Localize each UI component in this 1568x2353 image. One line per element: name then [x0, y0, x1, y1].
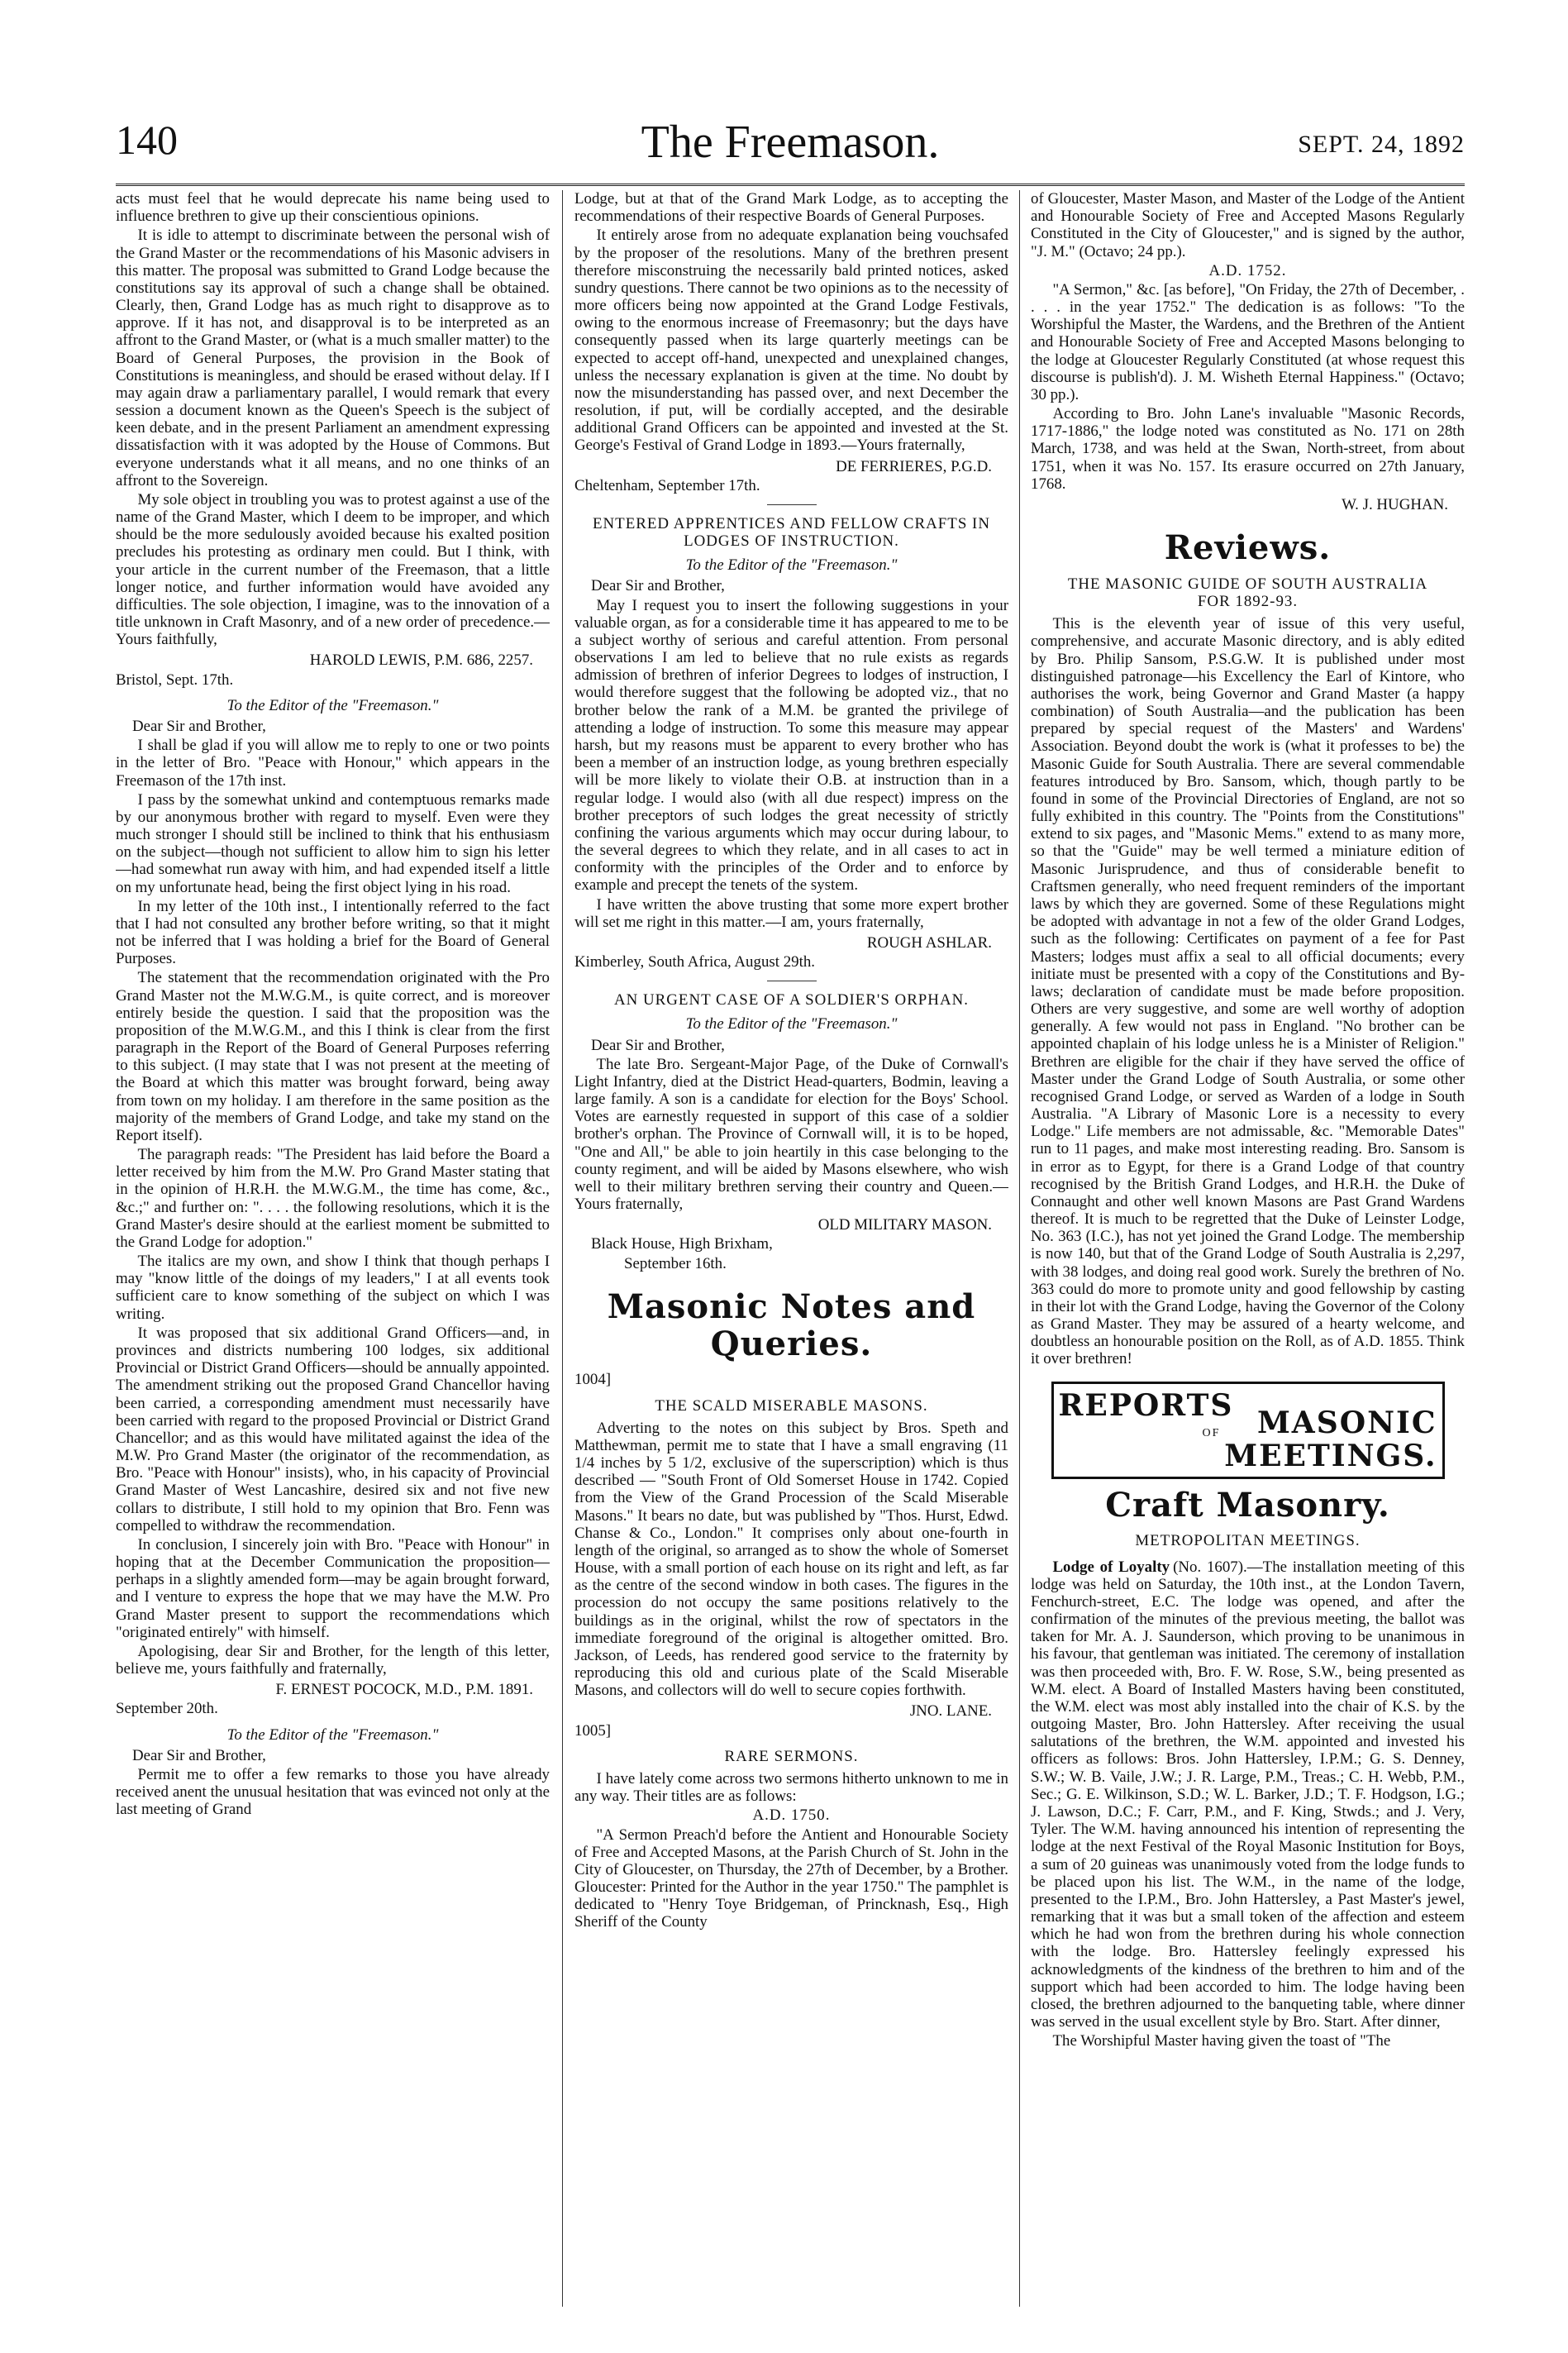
section-heading: Craft Masonry. — [1105, 1485, 1390, 1525]
review-title: FOR 1892-93. — [1197, 593, 1299, 611]
dateline: September 20th. — [116, 1700, 218, 1718]
signature: OLD MILITARY MASON. — [817, 1216, 992, 1234]
column-2 — [574, 190, 1008, 2323]
paragraph: acts must feel that he would deprecate his name being used to influence brethren to give up their conscientious opinions. — [116, 190, 550, 226]
year-line: A.D. 1752. — [1208, 261, 1287, 279]
paragraph: It is idle to attempt to discriminate between the personal wish of the Grand Master or the recommendations of his Masonic advisers in this matter. The proposal was submitted to Grand Lodge because the constitutions say its approval of such a change shall be obtained. Clearly, then, Grand Lodge has as much right to disapprove as to approve. If it has not, and disapproval is to be interpreted as an affront to the Grand Master, or (what is a much smaller matter) to the Board of General Purposes, the provision in the Book of Constitutions is meaningless, and should be erased without delay. If I may again draw a parliamentary parallel, I would remark that every session a document known as the Queen's Speech is the subject of keen debate, and in the present Parliament an amendment expressing dissatisfaction with it was adopted by the House of Commons. But everyone understands what it all means, and no one thinks of an affront to the Sovereign. — [116, 227, 550, 489]
letter-heading: ENTERED APPRENTICES AND FELLOW CRAFTS IN LODGES OF INSTRUCTION. — [593, 514, 990, 551]
salutation: Dear Sir and Brother, — [591, 1036, 725, 1054]
review-title: THE MASONIC GUIDE OF SOUTH AUSTRALIA — [1067, 575, 1428, 593]
paragraph: The paragraph reads: "The President has laid before the Board a letter received by him from the M.W. Pro Grand Master stating that in the opinion of H.R.H. the M.W.G.M., the time has come, &c., &c.;" and further on: ". . . . the following resolutions, which it is the Grand Master's desire should at the earliest moment be submitted to the Grand Lodge for adoption." — [116, 1146, 550, 1251]
paragraph: "A Sermon," &c. [as before], "On Friday, the 27th of December, . . . . in the year 1752." The dedication is as follows: "To the Worshipful the Master, the Wardens, and the Brethren of the Antient and Honourable Society of Free and Accepted Masons belonging to the lodge at Gloucester Regularly Constituted (at whose request this discourse is publish'd). J. M. Wisheth Eternal Happiness." (Octavo; 30 pp.). — [1031, 280, 1465, 403]
column-1 — [116, 190, 550, 2323]
section-heading: Reviews. — [1164, 528, 1332, 568]
section-heading: Masonic Notes and Queries. — [607, 1286, 976, 1363]
salutation: Dear Sir and Brother, — [132, 717, 266, 735]
editor-line: To the Editor of the "Freemason." — [685, 1015, 898, 1033]
query-title: THE SCALD MISERABLE MASONS. — [655, 1396, 928, 1415]
page-number: 140 — [116, 117, 178, 163]
signature: W. J. HUGHAN. — [1342, 495, 1448, 513]
query-number: 1005] — [574, 1721, 612, 1740]
editor-line: To the Editor of the "Freemason." — [685, 556, 898, 575]
issue-date: SEPT. 24, 1892 — [1298, 131, 1465, 158]
query-number: 1004] — [574, 1371, 612, 1389]
dateline: Black House, High Brixham, — [591, 1235, 773, 1253]
page-header — [116, 116, 1465, 182]
running-title: The Freemason. — [641, 117, 940, 168]
editor-line: To the Editor of the "Freemason." — [226, 696, 439, 714]
signature: HAROLD LEWIS, P.M. 686, 2257. — [309, 651, 533, 670]
paragraph: It was proposed that six additional Grand Officers—and, in provinces and districts numbering 100 lodges, six additional Provincial or District Grand Officers—should be annually appointed. The amendment striking out the proposed Grand Chancellor having been carried, a corresponding amendment must necessarily have been carried with regard to the proposed Provincial or District Grand Chancellor; and as this would have militated against the idea of the M.W. Pro Grand Master (the originator of the recommendation, as Bro. "Peace with Honour" insists), who, in his capacity of Provincial Grand Master of West Lancashire, desired six and not five new collars to distribute, I still hold to my opinion that Bro. Fenn was compelled to withdraw the recommendation. — [116, 1324, 550, 1534]
paragraph: In conclusion, I sincerely join with Bro. "Peace with Honour" in hoping that at the December Communication the proposition—perhaps in a slightly amended form—may be again brought forward, and I venture to express the hope that we may have the M.W. Pro Grand Master present to support the recommendations which "originated entirely" with himself. — [116, 1535, 550, 1641]
header-rule — [116, 184, 1465, 186]
paragraph: of Gloucester, Master Mason, and Master of the Lodge of the Antient and Honourable Society of Free and Accepted Masons Regularly Constituted in the City of Gloucester," and is signed by the author, "J. M." (Octavo; 24 pp.). — [1031, 190, 1465, 260]
column-3 — [1031, 190, 1465, 2323]
paragraph: I have lately come across two sermons hitherto unknown to me in any way. Their titles are as follows: — [574, 1770, 1008, 1806]
paragraph: This is the eleventh year of issue of this very useful, comprehensive, and accurate Masonic directory, and is ably edited by Bro. Philip Sansom, P.S.G.W. It is published under most distinguished patronage—his Excellency the Earl of Kintore, who authorises the work, being Governor and Grand Master (a happy combination) of South Australia—and the publication has been prepared by special request of the Masters' and Wardens' Association. Beyond doubt the work is (what it professes to be) the Masonic Guide for South Australia. There are several commendable features introduced by Bro. Sansom, which, though partly to be found in some of the Provincial Directories of England, are not so fully exhibited in this country. The "Points from the Constitutions" extend to six pages, and "Masonic Mems." extend to as many more, so that the "Guide" may be well termed a miniature edition of Masonic Jurisprudence, and thus of considerable benefit to Craftsmen generally, who need frequent reminders of the important laws by which they are governed. Some of these Regulations might be adopted with advantage in not a few of the older Grand Lodges, such as the following: Certificates on payment of a fee for Past Masters; lodges must affix a seal to all official documents; every initiate must be presented with a copy of the Constitutions and By-laws; declaration of candidate must be made before proposition. Others are very suggestive, and some are well worthy of adoption generally. A few would not pass in England. "No brother can be appointed chaplain of his lodge unless he is a Minister of Religion." Brethren are eligible for the chair if they have served the office of Master under the Grand Lodge of South Australia, or some other recognised Grand Lodge, or served as Warden of a lodge in South Australia. "A Library of Masonic Lore is a necessity to every Lodge." Life members are not admissable, &c. "Memorable Dates" run to 11 pages, and make most interesting reading. Bro. Sansom is in error as to Egypt, for there is a Grand Lodge of that country recognised by the British Grand Lodges, and H.R.H. the Duke of Connaught and other well known Masons are Past Grand Wardens thereof. It is much to be regretted that the Duke of Leinster Lodge, No. 363 (I.C.), has not yet joined the Grand Lodge. The membership is now 140, but that of the Grand Lodge of South Australia is 2,297, with 38 lodges, and doing real good work. Surely the brethren of No. 363 could do more to promote unity and good fellowship by casting in their lot with the Grand Lodge, having the Governor of the Colony as Grand Master. They may be assured of a hearty welcome, and doubtless an honourable position on the Roll, as of A.D. 1855. Think it over brethren! — [1031, 615, 1465, 1368]
dateline: Bristol, Sept. 17th. — [116, 671, 234, 689]
paragraph: In my letter of the 10th inst., I intentionally referred to the fact that I had not consulted any brother before writing, so that it might not be inferred that I was holding a brief for the Board of General Purposes. — [116, 897, 550, 968]
editor-line: To the Editor of the "Freemason." — [226, 1725, 439, 1744]
paragraph: It entirely arose from no adequate explanation being vouchsafed by the proposer of the resolutions. Many of the brethren present therefore misconstruing the necessarily bald printed notices, asked sundry questions. There cannot be two opinions as to the necessity of more officers being now appointed at the Grand Lodge Festivals, owing to the enormous increase of Freemasonry; but the days have consequently passed when its large quarterly meetings can be expected to accept off-hand, unexpected and unexplained changes, unless the necessary explanation is given at the time. No doubt by now the misunderstanding has passed over, and next December the resolution, if put, will be cordially accepted, and the desirable additional Grand Officers can be appointed and invested at the St. George's Festival of Grand Lodge in 1893.—Yours fraternally, — [574, 227, 1008, 455]
paragraph: Lodge, but at that of the Grand Mark Lodge, as to accepting the recommendations of their respective Boards of General Purposes. — [574, 190, 1008, 226]
signature: ROUGH ASHLAR. — [866, 933, 992, 952]
column-divider — [1019, 190, 1020, 2307]
column-divider — [562, 190, 563, 2307]
letter-heading: AN URGENT CASE OF A SOLDIER'S ORPHAN. — [614, 991, 969, 1009]
paragraph: May I request you to insert the following suggestions in your valuable organ, as for a considerable time it has appeared to me to be a subject worthy of serious and careful attention. From personal observations I am led to believe that no rule exists as regards admission of brethren of inferior Degrees to lodges of instruction, I would therefore suggest that the following be adopted viz., that no brother below the rank of a M.M. be granted the privilege of attending a lodge of instruction. To some this measure may appear harsh, but my reasons must be apparent to every brother who has been a member of an instruction lodge, as young brethren especially will be more likely to violate their O.B. at instruction than in a regular lodge. I would also (with all due respect) impress on the brother preceptors of such lodges the great necessity of strictly confining the various arguments which may occur during labour, to the several degrees to which they relate, and in all cases to act in conformity with the principles of the Order and to enforce by example and precept the tenets of the system. — [574, 596, 1008, 895]
sub-heading: METROPOLITAN MEETINGS. — [1135, 1532, 1361, 1550]
query-title: RARE SERMONS. — [724, 1747, 859, 1765]
paragraph: The Worshipful Master having given the toast of "The — [1052, 2032, 1391, 2050]
paragraph: The italics are my own, and show I think that though perhaps I may "know little of the doings of my leaders," I at all events took sufficient care to know something of the subject on which I was writing. — [116, 1253, 550, 1323]
signature: DE FERRIERES, P.G.D. — [836, 457, 992, 475]
year-line: A.D. 1750. — [752, 1807, 831, 1825]
reports-banner — [1051, 1382, 1445, 1479]
signature: F. ERNEST POCOCK, M.D., P.M. 1891. — [275, 1681, 533, 1699]
divider — [767, 504, 817, 505]
paragraph: Apologising, dear Sir and Brother, for the length of this letter, believe me, yours faithfully and fraternally, — [116, 1642, 550, 1678]
lodge-name: Lodge of Loyalty — [1052, 1558, 1170, 1576]
banner-text: OF — [1202, 1426, 1221, 1439]
banner-text: REPORTS — [1058, 1387, 1234, 1423]
columns — [116, 190, 1465, 2323]
paragraph: The statement that the recommendation originated with the Pro Grand Master not the M.W.G.M., is quite correct, and is moreover entirely beside the question. I said that the proposition was the proposition of the M.W.G.M., and this I think is clear from the first paragraph in the Report of the Board of General Purposes referring to this subject. (I may state that I was not present at the meeting of the Board at which this matter was brought forward, being away from town on my holiday. I am therefore in the same position as the majority of the members of Grand Lodge, and take my stand on the Report itself). — [116, 969, 550, 1144]
dateline: Cheltenham, September 17th. — [574, 476, 760, 494]
signature: JNO. LANE. — [909, 1702, 992, 1721]
salutation: Dear Sir and Brother, — [591, 577, 725, 595]
paragraph: I shall be glad if you will allow me to reply to one or two points in the letter of Bro. "Peace with Honour," which appears in the Freemason of the 17th inst. — [116, 737, 550, 790]
salutation: Dear Sir and Brother, — [132, 1746, 266, 1764]
paragraph: Permit me to offer a few remarks to those you have already received anent the unusual hesitation that was evinced not only at the last meeting of Grand — [116, 1765, 550, 1819]
banner-text: MASONIC MEETINGS. — [1224, 1406, 1437, 1474]
dateline: September 16th. — [624, 1254, 727, 1272]
lodge-report: (No. 1607).—The installation meeting of this lodge was held on Saturday, the 10th inst., at the London Tavern, Fenchurch-street, E.C. The lodge was opened, and after the confirmation of the minutes of the previous meeting, the ballot was taken for Mr. A. J. Saunderson, which proving to be unanimous in his favour, that gentleman was initiated. The ceremony of installation was then proceeded with, Bro. F. W. Rose, S.W., being presented as W.M. elect. A Board of Installed Masters having been constituted, the W.M. elect was most ably installed into the chair of K.S. by the outgoing Master, Bro. John Hattersley. After receiving the usual salutations of the brethren, the W.M. appointed and invested his officers as follows: Bros. John Hattersley, I.P.M.; G. S. Denney, S.W.; W. B. Vaile, J.W.; J. R. Large, P.M., Treas.; C. H. Webb, P.M., Sec.; G. E. Wilkinson, S.D.; W. L. Barker, J.D.; T. F. Hodgson, I.G.; J. Lawson, D.C.; F. Carr, P.M., and F. King, Stwds.; and J. Very, Tyler. The W.M. having announced his intention of representing the lodge at the next Festival of the Royal Masonic Institution for Boys, a sum of 20 guineas was unanimously voted from the lodge funds to be placed upon his list. The W.M., in the name of the lodge, presented to the I.P.M., Bro. John Hattersley, a Past Master's jewel, remarking that it was but a small token of the affection and esteem which he had won from the brethren during his whole connection with the lodge. Bro. Hattersley feelingly expressed his acknowledgments of the kindness of the brethren to him and of the support which had been accorded to him. The lodge having been closed, the brethren adjourned to the banqueting table, where dinner was served in the usual excellent style by Bro. Start. After dinner, — [1031, 1558, 1465, 2031]
paragraph: "A Sermon Preach'd before the Antient and Honourable Society of Free and Accepted Masons, at the Parish Church of St. John in the City of Gloucester, on Thursday, the 27th of December, by a Brother. Gloucester: Printed for the Author in the year 1750." The pamphlet is dedicated to "Henry Toye Bridgeman, of Princknash, Esq., High Sheriff of the County — [574, 1826, 1008, 1931]
paragraph: The late Bro. Sergeant-Major Page, of the Duke of Cornwall's Light Infantry, died at the District Head-quarters, Bodmin, leaving a large family. A son is a candidate for election for the Boys' School. Votes are earnestly requested in support of this case of a soldier brother's orphan. The Province of Cornwall will, it is to be hoped, "One and All," be able to join heartily in this case belonging to the county regiment, and will be aided by Masons elsewhere, who wish well to their military brethren serving their country and Queen.—Yours fraternally, — [574, 1055, 1008, 1214]
paragraph: My sole object in troubling you was to protest against a use of the name of the Grand Master, which I deem to be improper, and which should be the more sedulously avoided because his exalted position precludes his protesting as ordinary men could. But I think, with your article in the current number of the Freemason, that a little longer notice, and further information would have avoided any difficulties. The sole objection, I imagine, was to the innovation of a title unknown in Craft Masonry, and of a new order of precedence.—Yours faithfully, — [116, 490, 550, 649]
paragraph: I have written the above trusting that some more expert brother will set me right in this matter.—I am, yours fraternally, — [574, 895, 1008, 931]
dateline: Kimberley, South Africa, August 29th. — [574, 953, 816, 971]
paragraph: According to Bro. John Lane's invaluable "Masonic Records, 1717-1886," the lodge noted was constituted as No. 171 on 28th March, 1738, and was held at the Swan, North-street, from about 1751, when it was No. 157. Its erasure occurred on 27th January, 1768. — [1031, 405, 1465, 493]
paragraph: Adverting to the notes on this subject by Bros. Speth and Matthewman, permit me to state that I have a small engraving (11 1/4 inches by 5 1/2, exclusive of the superscription) which is thus described — "South Front of Old Somerset House in 1742. Copied from the View of the Grand Procession of the Scald Miserable Masons." It bears no date, but was published by "Thos. Hurst, Edwd. Chanse & Co., London." It comprises only about one-fourth in length of the original, so arranged as to show the whole of Somerset House, with a small portion of each house on its right and left, as far as the centre of the second window in both cases. The figures in the procession do not occupy the same positions relatively to the buildings as in the original, whilst the row of spectators in the immediate foreground of the original is altogether omitted. Bro. Jackson, of Leeds, has rendered good service to the fraternity by reproducing this old and curious plate of the Scald Miserable Masons, and collectors will do well to secure copies forthwith. — [574, 1419, 1008, 1700]
paragraph: I pass by the somewhat unkind and contemptuous remarks made by our anonymous brother with regard to myself. Even were they much stronger I should still be inclined to think that his enthusiasm on the subject—though not sufficient to allow him to sign his letter—had somewhat run away with him, and had expended itself a little on my unfortunate head, being the first object lying in his road. — [116, 790, 550, 896]
